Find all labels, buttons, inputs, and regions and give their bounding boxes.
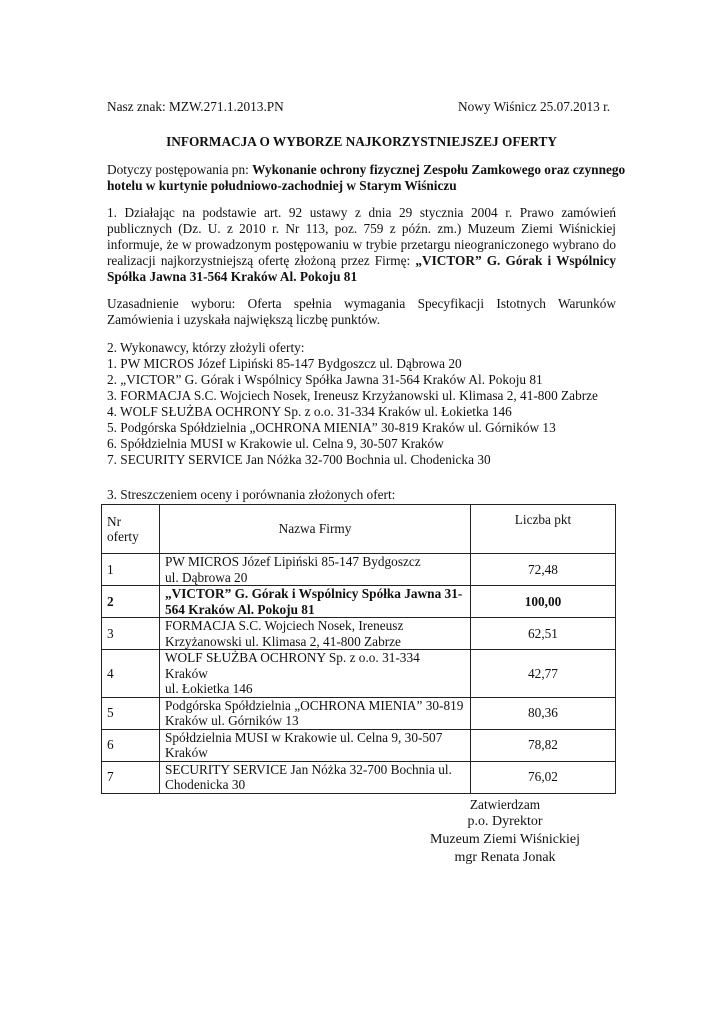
offers-table <box>101 504 616 794</box>
cell-name <box>160 697 471 729</box>
signatory-role: p.o. Dyrektor <box>467 814 543 829</box>
cell-nr: 6 <box>102 729 160 761</box>
table-row-selected <box>102 586 616 618</box>
cell-nr: 5 <box>102 697 160 729</box>
column-header-nr: Nr oferty <box>102 505 160 554</box>
section-2-heading: 2. Wykonawcy, którzy złożyli oferty: <box>107 340 305 355</box>
section-1-text: 1. Działając na podstawie art. 92 ustawy z dnia 29 stycznia 2004 r. Prawo zamówień publicznych (Dz. U. z 2010 r. Nr 113, poz. 759 z późn. zm.) Muzeum Ziemi Wiśnickiej informuje, że w prowadzonym postępowaniu w trybie przetargu nieograniczonego wybrano do realizacji najkorzystniejszą ofertę złożoną przez Firmę: <box>107 205 616 268</box>
cell-points: 76,02 <box>471 761 616 793</box>
cell-nr: 7 <box>102 761 160 793</box>
cell-name-line: PW MICROS Józef Lipiński 85-147 Bydgoszcz <box>165 554 421 569</box>
signature-block <box>410 813 600 867</box>
cell-name-line: ul. Łokietka 146 <box>165 681 253 696</box>
cell-points: 62,51 <box>471 618 616 650</box>
cell-name <box>160 650 471 698</box>
table-row <box>102 650 616 698</box>
list-item: 6. Spółdzielnia MUSI w Krakowie ul. Celna 9, 30-507 Kraków <box>107 436 444 451</box>
table-header-row <box>102 505 616 554</box>
reference-number: Nasz znak: MZW.271.1.2013.PN <box>107 99 284 114</box>
cell-name <box>160 554 471 586</box>
signatory-institution: Muzeum Ziemi Wiśnickiej <box>429 832 581 847</box>
cell-points: 100,00 <box>471 586 616 618</box>
cell-points: 78,82 <box>471 729 616 761</box>
cell-nr: 1 <box>102 554 160 586</box>
cell-name-line: Chodenicka 30 <box>165 777 246 792</box>
cell-name-line: Kraków ul. Górników 13 <box>165 713 299 728</box>
cell-name-line: „VICTOR” G. Górak i Wspólnicy Spółka Jawna 31- <box>165 586 463 601</box>
cell-name-line: SECURITY SERVICE Jan Nóżka 32-700 Bochnia ul. <box>165 761 452 777</box>
cell-name-line: Krzyżanowski ul. Klimasa 2, 41-800 Zabrze <box>165 633 401 649</box>
cell-name-line: 564 Kraków Al. Pokoju 81 <box>165 601 315 617</box>
cell-points: 80,36 <box>471 697 616 729</box>
table-row <box>102 697 616 729</box>
cell-name <box>160 586 471 618</box>
approval-label: Zatwierdzam <box>469 797 541 812</box>
list-item: 2. „VICTOR” G. Górak i Wspólnicy Spółka Jawna 31-564 Kraków Al. Pokoju 81 <box>107 372 543 387</box>
list-item: 4. WOLF SŁUŻBA OCHRONY Sp. z o.o. 31-334 Kraków ul. Łokietka 146 <box>107 404 512 419</box>
cell-points: 72,48 <box>471 554 616 586</box>
subject-title-line2: hotelu w kurtynie południowo-zachodniej w Starym Wiśniczu <box>107 178 457 193</box>
column-header-points: Liczba pkt <box>471 505 616 554</box>
table-row <box>102 618 616 650</box>
cell-nr: 4 <box>102 650 160 698</box>
section-1-paragraph <box>107 205 616 285</box>
subject-title-line1: Wykonanie ochrony fizycznej Zespołu Zamkowego oraz czynnego <box>252 162 626 177</box>
table-row <box>102 761 616 793</box>
list-item: 5. Podgórska Spółdzielnia „OCHRONA MIENIA” 30-819 Kraków ul. Górników 13 <box>107 420 556 435</box>
justification-paragraph: Uzasadnienie wyboru: Oferta spełnia wymagania Specyfikacji Istotnych Warunków Zamówienia i uzyskała największą liczbę punktów. <box>107 296 616 327</box>
subject <box>107 162 626 194</box>
cell-name-line: Podgórska Spółdzielnia „OCHRONA MIENIA” 30-819 <box>165 697 464 713</box>
cell-name <box>160 618 471 650</box>
table-row <box>102 554 616 586</box>
cell-name-line: Kraków <box>165 745 208 760</box>
section-2-list <box>107 340 616 468</box>
list-item: 1. PW MICROS Józef Lipiński 85-147 Bydgoszcz ul. Dąbrowa 20 <box>107 356 462 371</box>
selected-contractor: „VICTOR” G. Górak i Wspólnicy Spółka Jawna 31-564 Kraków Al. Pokoju 81 <box>107 253 616 284</box>
cell-name-line: WOLF SŁUŻBA OCHRONY Sp. z o.o. 31-334 Kraków <box>165 650 420 681</box>
cell-name-line: Spółdzielnia MUSI w Krakowie ul. Celna 9, 30-507 <box>165 729 443 745</box>
cell-nr: 2 <box>102 586 160 618</box>
table-row <box>102 729 616 761</box>
list-item: 3. FORMACJA S.C. Wojciech Nosek, Ireneusz Krzyżanowski ul. Klimasa 2, 41-800 Zabrze <box>107 388 598 403</box>
column-header-name: Nazwa Firmy <box>160 505 471 554</box>
cell-name <box>160 729 471 761</box>
subject-prefix: Dotyczy postępowania pn: <box>107 162 253 177</box>
list-item: 7. SECURITY SERVICE Jan Nóżka 32-700 Bochnia ul. Chodenicka 30 <box>107 452 491 467</box>
cell-name-line: FORMACJA S.C. Wojciech Nosek, Ireneusz <box>165 618 404 633</box>
cell-name <box>160 761 471 793</box>
cell-points: 42,77 <box>471 650 616 698</box>
document-title: INFORMACJA O WYBORZE NAJKORZYSTNIEJSZEJ OFERTY <box>166 134 557 149</box>
place-date: Nowy Wiśnicz 25.07.2013 r. <box>458 99 611 114</box>
cell-name-line: ul. Dąbrowa 20 <box>165 569 248 585</box>
signatory-name: mgr Renata Jonak <box>454 850 556 865</box>
section-3-heading: 3. Streszczeniem oceny i porównania złożonych ofert: <box>107 487 396 502</box>
cell-nr: 3 <box>102 618 160 650</box>
